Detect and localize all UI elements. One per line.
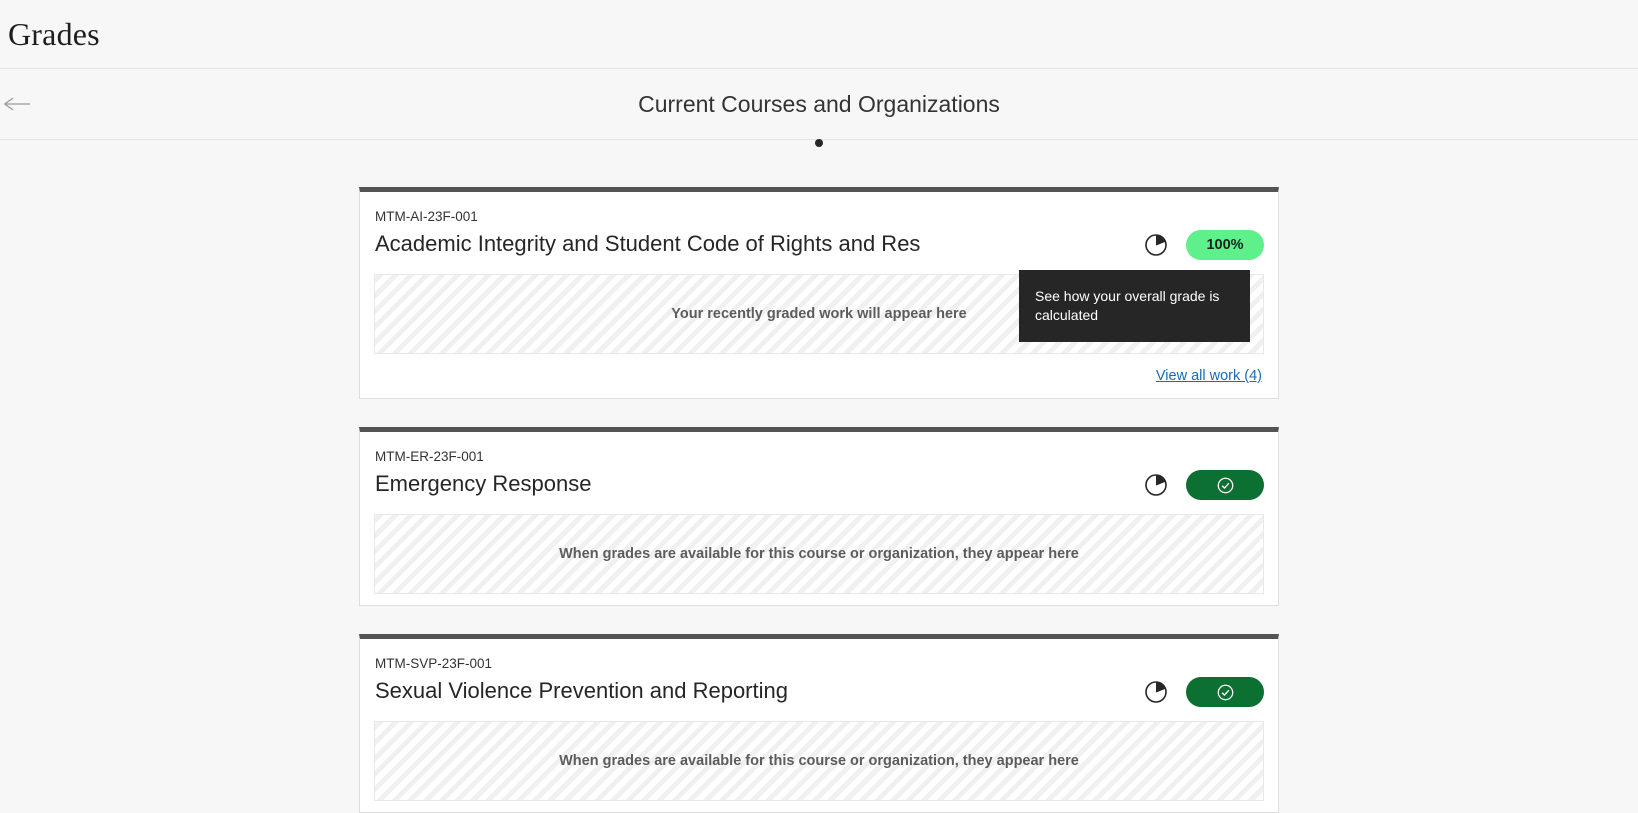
course-id: MTM-AI-23F-001 bbox=[375, 209, 478, 224]
course-card-footer-spacer bbox=[360, 594, 1278, 605]
course-card-footer bbox=[360, 354, 1278, 398]
course-card-header bbox=[360, 639, 1278, 721]
pie-chart-icon[interactable] bbox=[1144, 473, 1168, 497]
empty-state-text: Your recently graded work will appear here bbox=[671, 306, 967, 322]
course-card-titles bbox=[375, 208, 1144, 258]
check-circle-icon bbox=[1217, 684, 1234, 701]
course-card-grade-area bbox=[1144, 208, 1264, 260]
course-id: MTM-ER-23F-001 bbox=[375, 449, 484, 464]
course-card-grade-area bbox=[1144, 448, 1264, 500]
grade-pill[interactable] bbox=[1186, 230, 1264, 260]
grade-pill[interactable] bbox=[1186, 470, 1264, 500]
course-card[interactable] bbox=[359, 634, 1279, 813]
empty-state-text: When grades are available for this course or organization, they appear here bbox=[559, 753, 1079, 769]
empty-state-panel bbox=[374, 721, 1264, 801]
page-header bbox=[0, 0, 1638, 68]
course-card-grade-area bbox=[1144, 655, 1264, 707]
pie-chart-icon[interactable] bbox=[1144, 680, 1168, 704]
grade-tooltip: See how your overall grade is calculated bbox=[1019, 270, 1250, 342]
course-id: MTM-SVP-23F-001 bbox=[375, 656, 493, 671]
check-circle-icon bbox=[1217, 477, 1234, 494]
course-name[interactable]: Academic Integrity and Student Code of Rights and Res bbox=[375, 231, 921, 256]
section-header bbox=[0, 68, 1638, 140]
course-name[interactable]: Sexual Violence Prevention and Reporting bbox=[375, 678, 788, 703]
course-card-header bbox=[360, 192, 1278, 274]
view-all-work-link[interactable]: View all work (4) bbox=[1155, 368, 1262, 384]
course-card-titles bbox=[375, 448, 1144, 498]
grade-value: 100% bbox=[1206, 237, 1244, 253]
course-name[interactable]: Emergency Response bbox=[375, 471, 592, 496]
course-card-header bbox=[360, 432, 1278, 514]
page-title: Grades bbox=[8, 15, 100, 52]
course-card-footer-spacer bbox=[360, 801, 1278, 812]
course-card-list bbox=[0, 140, 1638, 813]
course-card[interactable] bbox=[359, 427, 1279, 606]
course-card-titles bbox=[375, 655, 1144, 705]
empty-state-text: When grades are available for this course or organization, they appear here bbox=[559, 546, 1079, 562]
section-title: Current Courses and Organizations bbox=[638, 90, 1000, 117]
empty-state-panel bbox=[374, 514, 1264, 594]
back-arrow-icon[interactable] bbox=[0, 87, 34, 121]
grade-pill[interactable] bbox=[1186, 677, 1264, 707]
pie-chart-icon[interactable] bbox=[1144, 233, 1168, 257]
